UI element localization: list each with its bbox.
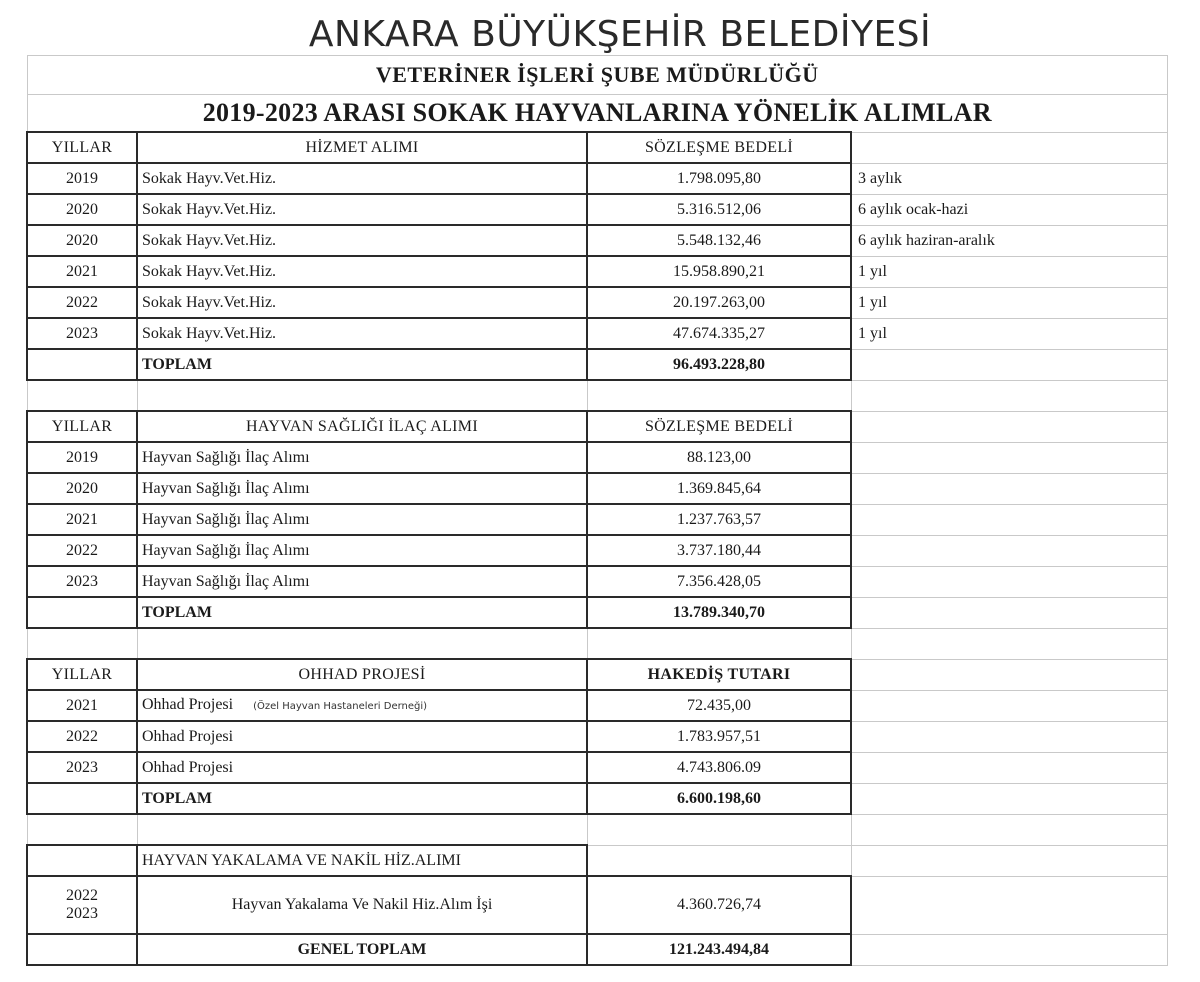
desc-cell: Hayvan Sağlığı İlaç Alımı [137, 535, 587, 566]
table-row [27, 504, 1168, 535]
department-row [27, 56, 1168, 95]
spacer-row [27, 628, 1168, 659]
table-row [27, 442, 1168, 473]
total-amount: 13.789.340,70 [587, 597, 851, 628]
empty-cell [27, 934, 137, 965]
desc-cell: Sokak Hayv.Vet.Hiz. [137, 163, 587, 194]
main-title-row [27, 95, 1168, 133]
table-row [27, 721, 1168, 752]
amount-cell: 20.197.263,00 [587, 287, 851, 318]
note-cell: 1 yıl [851, 318, 1168, 349]
amount-cell: 1.783.957,51 [587, 721, 851, 752]
service-total-row [27, 349, 1168, 380]
desc-cell: Sokak Hayv.Vet.Hiz. [137, 225, 587, 256]
medicine-header-row [27, 411, 1168, 442]
year-cell: 2023 [27, 752, 137, 783]
table-row [27, 287, 1168, 318]
amount-cell: 72.435,00 [587, 690, 851, 721]
amount-cell: 7.356.428,05 [587, 566, 851, 597]
main-title: 2019-2023 ARASI SOKAK HAYVANLARINA YÖNELİK ALIMLAR [27, 95, 1168, 133]
empty-cell [27, 597, 137, 628]
organization-title: ANKARA BÜYÜKŞEHİR BELEDİYESİ [308, 14, 932, 55]
note-cell: 3 aylık [851, 163, 1168, 194]
empty-cell [27, 349, 137, 380]
year-cell: 2020 [27, 194, 137, 225]
table-row [27, 566, 1168, 597]
amount-cell: 88.123,00 [587, 442, 851, 473]
year-start: 2022 [66, 887, 98, 904]
note-cell: 1 yıl [851, 256, 1168, 287]
note-cell [851, 132, 1168, 163]
desc-cell: Hayvan Yakalama Ve Nakil Hiz.Alım İşi [137, 876, 587, 934]
note-cell [851, 783, 1168, 814]
table-row [27, 225, 1168, 256]
empty-cell [27, 845, 137, 876]
desc-cell: Ohhad Projesi [137, 721, 587, 752]
year-cell: 2020 [27, 225, 137, 256]
total-amount: 96.493.228,80 [587, 349, 851, 380]
desc-cell: Sokak Hayv.Vet.Hiz. [137, 194, 587, 225]
year-cell: 2019 [27, 163, 137, 194]
contract-amount-header: SÖZLEŞME BEDELİ [587, 132, 851, 163]
note-cell [851, 934, 1168, 965]
year-cell: 2023 [27, 318, 137, 349]
procurement-sheet [26, 55, 1168, 966]
year-cell: 2021 [27, 690, 137, 721]
note-cell [851, 535, 1168, 566]
year-cell: 2022 [27, 535, 137, 566]
note-cell: 6 aylık ocak-hazi [851, 194, 1168, 225]
desc-cell: Hayvan Sağlığı İlaç Alımı [137, 473, 587, 504]
table-row [27, 690, 1168, 721]
amount-cell: 3.737.180,44 [587, 535, 851, 566]
service-header-row [27, 132, 1168, 163]
desc-cell: Hayvan Sağlığı İlaç Alımı [137, 504, 587, 535]
year-cell: 2023 [27, 566, 137, 597]
department-title: VETERİNER İŞLERİ ŞUBE MÜDÜRLÜĞÜ [27, 56, 1168, 95]
empty-cell [27, 783, 137, 814]
note-cell [851, 597, 1168, 628]
amount-cell: 1.798.095,80 [587, 163, 851, 194]
desc-cell: Sokak Hayv.Vet.Hiz. [137, 256, 587, 287]
desc-text: Ohhad Projesi [142, 695, 234, 713]
capture-header-row [27, 845, 1168, 876]
procurement-table [26, 55, 1168, 966]
contract-amount-header: SÖZLEŞME BEDELİ [587, 411, 851, 442]
amount-cell: 4.360.726,74 [587, 876, 851, 934]
desc-cell: Sokak Hayv.Vet.Hiz. [137, 318, 587, 349]
grand-total-label: GENEL TOPLAM [137, 934, 587, 965]
total-label: TOPLAM [137, 783, 587, 814]
desc-cell: Sokak Hayv.Vet.Hiz. [137, 287, 587, 318]
note-cell [851, 659, 1168, 690]
year-cell [27, 876, 137, 934]
table-row [27, 318, 1168, 349]
desc-cell [137, 690, 587, 721]
amount-cell: 1.237.763,57 [587, 504, 851, 535]
year-header: YILLAR [27, 132, 137, 163]
amount-cell: 1.369.845,64 [587, 473, 851, 504]
note-cell [851, 752, 1168, 783]
amount-cell: 5.548.132,46 [587, 225, 851, 256]
medicine-total-row [27, 597, 1168, 628]
table-row [27, 256, 1168, 287]
note-cell [851, 411, 1168, 442]
desc-subnote: (Özel Hayvan Hastaneleri Derneği) [253, 700, 428, 712]
year-cell: 2020 [27, 473, 137, 504]
ohhad-desc-header: OHHAD PROJESİ [137, 659, 587, 690]
table-row [27, 163, 1168, 194]
amount-cell: 15.958.890,21 [587, 256, 851, 287]
table-row [27, 535, 1168, 566]
total-label: TOPLAM [137, 349, 587, 380]
capture-row [27, 876, 1168, 934]
table-row [27, 473, 1168, 504]
year-cell: 2019 [27, 442, 137, 473]
note-cell: 6 aylık haziran-aralık [851, 225, 1168, 256]
year-cell: 2021 [27, 256, 137, 287]
note-cell [851, 442, 1168, 473]
service-desc-header: HİZMET ALIMI [137, 132, 587, 163]
note-cell [851, 690, 1168, 721]
note-cell: 1 yıl [851, 287, 1168, 318]
year-cell: 2022 [27, 287, 137, 318]
desc-cell: Ohhad Projesi [137, 752, 587, 783]
year-end: 2023 [66, 905, 98, 922]
table-row [27, 194, 1168, 225]
total-amount: 6.600.198,60 [587, 783, 851, 814]
total-label: TOPLAM [137, 597, 587, 628]
year-header: YILLAR [27, 411, 137, 442]
note-cell [851, 349, 1168, 380]
year-cell: 2021 [27, 504, 137, 535]
amount-cell: 5.316.512,06 [587, 194, 851, 225]
capture-heading: HAYVAN YAKALAMA VE NAKİL HİZ.ALIMI [137, 845, 587, 876]
ohhad-header-row [27, 659, 1168, 690]
note-cell [851, 504, 1168, 535]
ohhad-total-row [27, 783, 1168, 814]
table-row [27, 752, 1168, 783]
payment-amount-header: HAKEDİŞ TUTARI [587, 659, 851, 690]
year-cell: 2022 [27, 721, 137, 752]
spacer-row [27, 380, 1168, 411]
note-cell [851, 566, 1168, 597]
note-cell [851, 876, 1168, 934]
amount-cell: 4.743.806.09 [587, 752, 851, 783]
year-header: YILLAR [27, 659, 137, 690]
desc-cell: Hayvan Sağlığı İlaç Alımı [137, 566, 587, 597]
spacer-row [27, 814, 1168, 845]
amount-cell: 47.674.335,27 [587, 318, 851, 349]
grand-total-amount: 121.243.494,84 [587, 934, 851, 965]
empty-cell [587, 845, 851, 876]
grand-total-row [27, 934, 1168, 965]
note-cell [851, 845, 1168, 876]
medicine-desc-header: HAYVAN SAĞLIĞI İLAÇ ALIMI [137, 411, 587, 442]
note-cell [851, 721, 1168, 752]
note-cell [851, 473, 1168, 504]
desc-cell: Hayvan Sağlığı İlaç Alımı [137, 442, 587, 473]
